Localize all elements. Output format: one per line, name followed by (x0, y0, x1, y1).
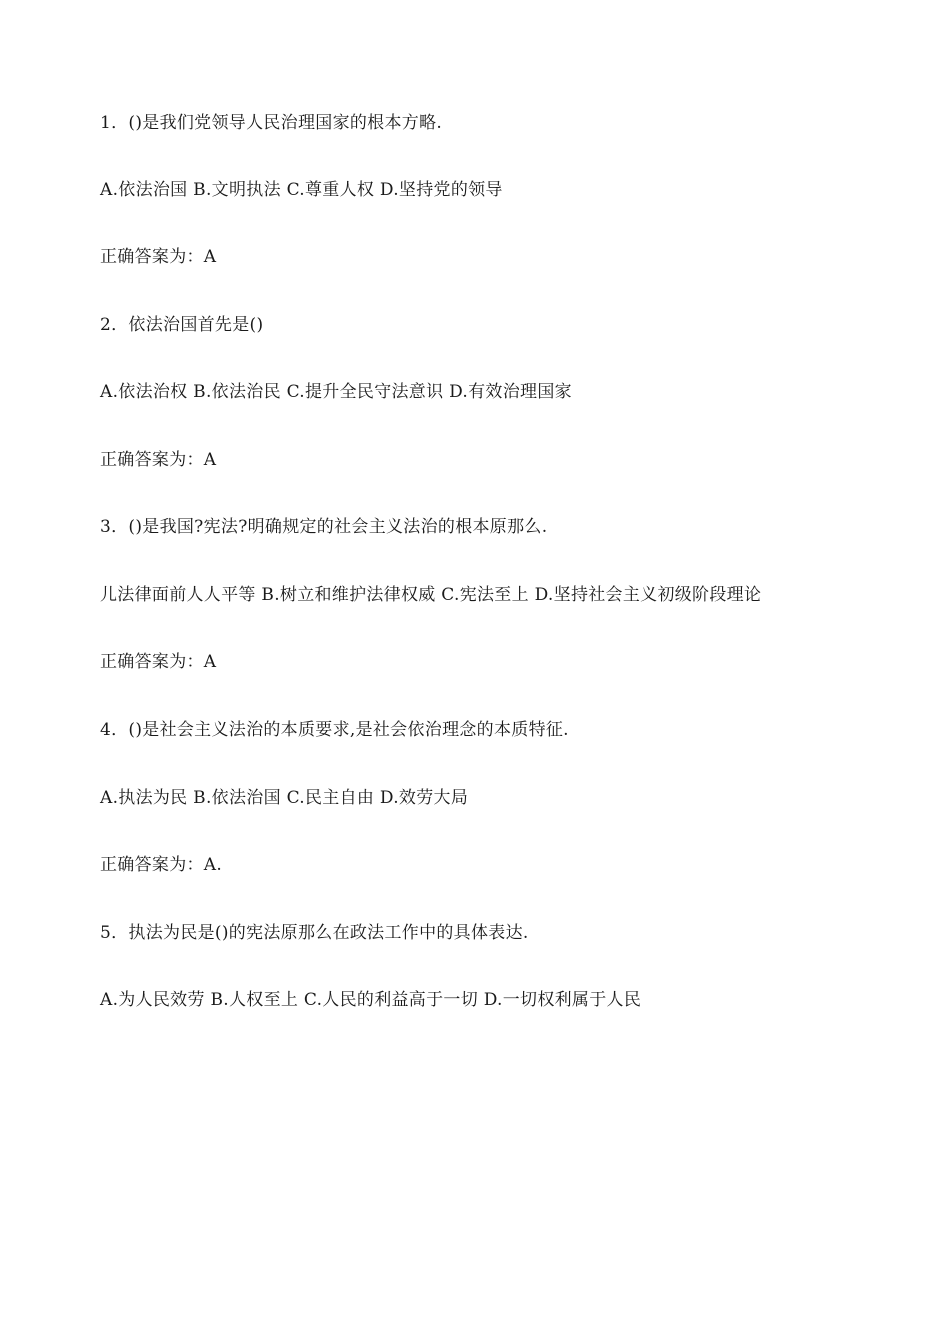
question-1-answer: 正确答案为：A (100, 247, 217, 267)
question-2-stem: 2．依法治国首先是() (100, 315, 264, 335)
question-4-stem: 4．()是社会主义法治的本质要求,是社会依治理念的本质特征. (100, 720, 569, 740)
question-3-options: 儿法律面前人人平等 B.树立和维护法律权威 C.宪法至上 D.坚持社会主义初级阶段理论 (100, 585, 762, 605)
question-4-options: A.执法为民 B.依法治国 C.民主自由 D.效劳大局 (100, 788, 469, 808)
question-5-options: A.为人民效劳 B.人权至上 C.人民的利益高于一切 D.一切权利属于人民 (100, 990, 642, 1010)
question-2-answer: 正确答案为：A (100, 450, 217, 470)
question-1-stem: 1．()是我们党领导人民治理国家的根本方略. (100, 113, 443, 133)
question-5-stem: 5．执法为民是()的宪法原那么在政法工作中的具体表达. (100, 923, 529, 943)
question-3-answer: 正确答案为：A (100, 652, 217, 672)
question-3-stem: 3．()是我国?宪法?明确规定的社会主义法治的根本原那么. (100, 517, 548, 537)
question-1-options: A.依法治国 B.文明执法 C.尊重人权 D.坚持党的领导 (100, 180, 503, 200)
question-4-answer: 正确答案为：A. (100, 855, 223, 875)
question-2-options: A.依法治权 B.依法治民 C.提升全民守法意识 D.有效治理国家 (100, 382, 572, 402)
